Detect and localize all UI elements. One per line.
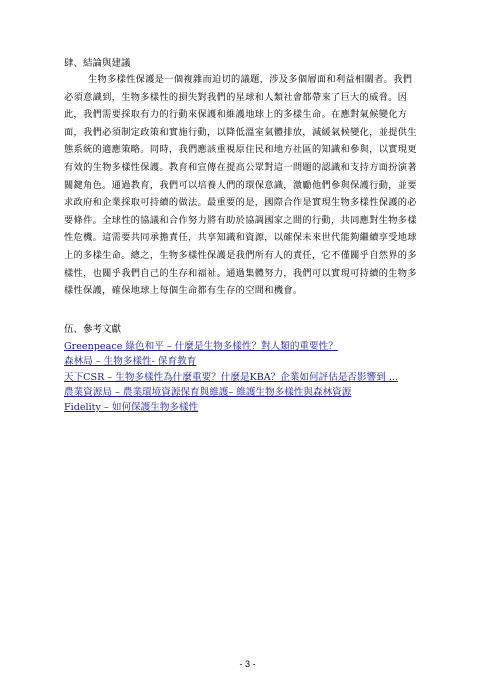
paragraph-line: 求政府和企業採取可持續的做法。最重要的是，國際合作是實現生物多樣性保護的必 [64,197,417,209]
reference-link-fidelity[interactable]: Fidelity – 如何保護生物多樣性 [64,402,199,414]
reference-link-forestry-bureau[interactable]: 森林局 – 生物多樣性- 保育教育 [64,356,197,368]
paragraph-line: 面，我們必須制定政策和實施行動，以降低溫室氣體排放，減緩氣候變化，並提供生 [64,126,417,138]
conclusion-heading: 肆、結論與建議 [64,58,131,69]
paragraph-line: 有效的生物多樣性保護。教育和宣傳在提高公眾對這一問題的認識和支持方面扮演著 [64,161,417,173]
paragraph-line: 必須意識到，生物多樣性的損失對我們的星球和人類社會都帶來了巨大的威脅。因 [64,91,408,103]
reference-link-greenpeace[interactable]: Greenpeace 綠色和平 – 什麼是生物多樣性？對人類的重要性？ [64,341,338,352]
reference-link-agriculture-bureau[interactable]: 農業資源局 – 農業環境資源保育與維護– 維護生物多樣性與森林資源 [64,386,352,398]
reference-link-csr[interactable]: 天下CSR – 生物多樣性為什麼重要？什麼是KBA？企業如何評估是否影響到 ... [64,371,399,383]
paragraph-line: 態系統的適應策略。同時，我們應該重視原住民和地方社區的知識和參與，以實現更 [64,144,417,156]
paragraph-line: 要條件。全球性的協議和合作努力將有助於協調國家之間的行動，共同應對生物多樣 [64,214,417,226]
paragraph-line: 樣性保護，確保地球上每個生命都有生存的空間和機會。 [64,285,303,297]
reference-item [64,370,444,385]
paragraph-line: 關鍵角色。通過教育，我們可以培養人們的環保意識，激勵他們參與保護行動，並要 [64,179,417,191]
paragraph-line: 生物多樣性保護是一個複雜而迫切的議題，涉及多個層面和利益相關者。我們 [88,74,413,85]
references-heading: 伍、參考文獻 [64,324,122,335]
reference-item [64,385,444,400]
reference-item [64,339,444,354]
paragraph-line: 性危機。這需要共同承擔責任，共享知識和資源，以確保未來世代能夠繼續享受地球 [64,232,417,244]
page-number: - 3 - [239,659,256,669]
paragraph-line: 此，我們需要採取有力的行動來保護和維護地球上的多樣生命。在應對氣候變化方 [64,109,408,121]
reference-list [64,339,444,415]
paragraph-line: 上的多樣生命。總之，生物多樣性保護是我們所有人的責任，它不僅關乎自然界的多 [64,249,417,261]
reference-item [64,354,444,369]
reference-item [64,400,444,415]
paragraph-line: 樣性，也關乎我們自己的生存和福祉。通過集體努力，我們可以實現可持續的生物多 [64,267,417,279]
conclusion-paragraph [64,71,434,300]
